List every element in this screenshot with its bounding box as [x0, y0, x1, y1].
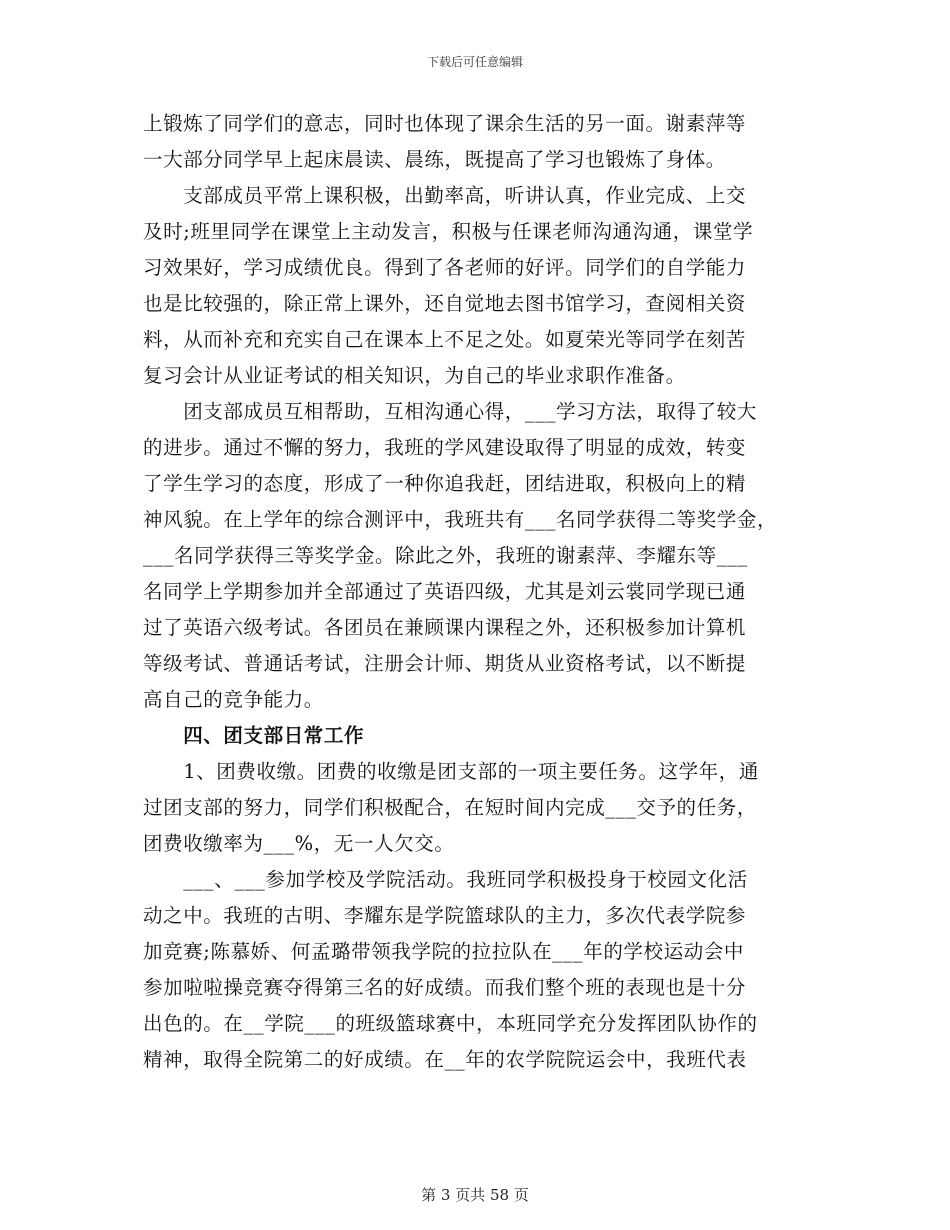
body-line: 1、团费收缴。团费的收缴是团支部的一项主要任务。这学年，通 [143, 760, 760, 783]
section-heading: 四、团支部日常工作 [143, 724, 365, 747]
body-line: 了学生学习的态度，形成了一种你追我赶，团结进取，积极向上的精 [143, 472, 747, 495]
body-line: 参加啦啦操竞赛夺得第三名的好成绩。而我们整个班的表现也是十分 [143, 976, 747, 999]
body-line: 精神，取得全院第二的好成绩。在__年的农学院院运会中，我班代表 [143, 1048, 747, 1071]
body-line: 名同学上学期参加并全部通过了英语四级，尤其是刘云裳同学现已通 [143, 580, 747, 603]
body-line: 一大部分同学早上起床晨读、晨练，既提高了学习也锻炼了身体。 [143, 148, 726, 171]
body-line: 支部成员平常上课积极，出勤率高，听讲认真，作业完成、上交 [143, 184, 747, 207]
body-line: 及时;班里同学在课堂上主动发言，积极与任课老师沟通沟通，课堂学 [143, 220, 754, 243]
body-line: 高自己的竞争能力。 [143, 688, 324, 711]
body-line: ___名同学获得三等奖学金。除此之外，我班的谢素萍、李耀东等___ [143, 544, 748, 567]
body-line: ___、___参加学校及学院活动。我班同学积极投身于校园文化活 [143, 868, 748, 891]
body-line: 加竞赛;陈慕娇、何孟璐带领我学院的拉拉队在___年的学校运动会中 [143, 940, 745, 963]
body-line: 出色的。在__学院___的班级篮球赛中，本班同学充分发挥团队协作的 [143, 1012, 758, 1035]
body-line: 习效果好，学习成绩优良。得到了各老师的好评。同学们的自学能力 [143, 256, 747, 279]
body-line: 等级考试、普通话考试，注册会计师、期货从业资格考试，以不断提 [143, 652, 747, 675]
body-line: 复习会计从业证考试的相关知识，为自己的毕业求职作准备。 [143, 364, 686, 387]
body-line: 动之中。我班的古明、李耀东是学院篮球队的主力，多次代表学院参 [143, 904, 747, 927]
body-line: 上锻炼了同学们的意志，同时也体现了课余生活的另一面。谢素萍等 [143, 112, 747, 135]
body-line: 团支部成员互相帮助，互相沟通心得，___学习方法，取得了较大 [143, 400, 757, 423]
body-line: 神风貌。在上学年的综合测评中，我班共有___名同学获得二等奖学金， [143, 508, 778, 531]
document-body [143, 106, 815, 1078]
body-line: 团费收缴率为___%，无一人欠交。 [143, 832, 455, 855]
header-note: 下载后可任意编辑 [426, 55, 523, 69]
body-line: 料，从而补充和充实自己在课本上不足之处。如夏荣光等同学在刻苦 [143, 328, 747, 351]
body-line: 也是比较强的，除正常上课外，还自觉地去图书馆学习，查阅相关资 [143, 292, 747, 315]
body-line: 过了英语六级考试。各团员在兼顾课内课程之外，还积极参加计算机 [143, 616, 747, 639]
body-line: 过团支部的努力，同学们积极配合，在短时间内完成___交予的任务， [143, 796, 757, 819]
body-line: 的进步。通过不懈的努力，我班的学风建设取得了明显的成效，转变 [143, 436, 747, 459]
page-footer: 第 3 页共 58 页 [421, 1186, 529, 1204]
